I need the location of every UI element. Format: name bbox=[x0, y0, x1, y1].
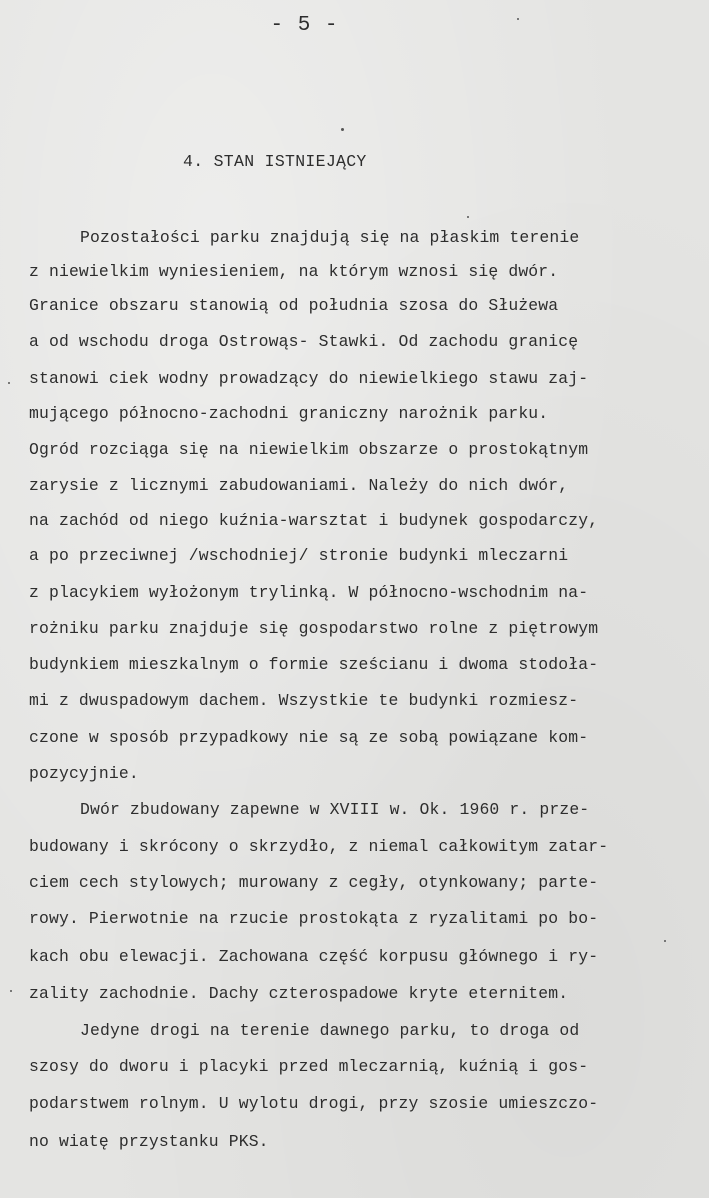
text-line: Ogród rozciąga się na niewielkim obszarze o prostokątnym bbox=[29, 440, 589, 459]
page-number: - 5 - bbox=[270, 14, 339, 37]
text-line: budowany i skrócony o skrzydło, z niemal całkowitym zatar- bbox=[29, 837, 609, 856]
section-heading: 4. STAN ISTNIEJĄCY bbox=[183, 152, 367, 171]
text-line: na zachód od niego kuźnia-warsztat i budynek gospodarczy, bbox=[29, 511, 599, 530]
text-line: rowy. Pierwotnie na rzucie prostokąta z ryzalitami po bo- bbox=[29, 909, 599, 928]
paper-speck bbox=[467, 216, 469, 218]
text-line: z niewielkim wyniesieniem, na którym wznosi się dwór. bbox=[29, 262, 559, 281]
paper-speck bbox=[517, 18, 519, 20]
text-line: mi z dwuspadowym dachem. Wszystkie te budynki rozmiesz- bbox=[29, 691, 579, 710]
text-line: kach obu elewacji. Zachowana część korpusu głównego i ry- bbox=[29, 947, 599, 966]
text-line: no wiatę przystanku PKS. bbox=[29, 1132, 269, 1151]
paper-speck bbox=[8, 382, 10, 384]
paper-speck bbox=[10, 990, 12, 992]
text-line: podarstwem rolnym. U wylotu drogi, przy szosie umieszczo- bbox=[29, 1094, 599, 1113]
paper-speck bbox=[664, 940, 666, 942]
text-line: z placykiem wyłożonym trylinką. W północno-wschodnim na- bbox=[29, 583, 589, 602]
text-line: Jedyne drogi na terenie dawnego parku, to droga od bbox=[80, 1021, 580, 1040]
text-line: ciem cech stylowych; murowany z cegły, otynkowany; parte- bbox=[29, 873, 599, 892]
text-line: Pozostałości parku znajdują się na płaskim terenie bbox=[80, 228, 580, 247]
text-line: pozycyjnie. bbox=[29, 764, 139, 783]
text-line: zarysie z licznymi zabudowaniami. Należy do nich dwór, bbox=[29, 476, 569, 495]
text-line: szosy do dworu i placyki przed mleczarnią, kuźnią i gos- bbox=[29, 1057, 589, 1076]
text-line: Granice obszaru stanowią od południa szosa do Służewa bbox=[29, 296, 559, 315]
text-line: Dwór zbudowany zapewne w XVIII w. Ok. 1960 r. prze- bbox=[80, 800, 590, 819]
text-line: mującego północno-zachodni graniczny narożnik parku. bbox=[29, 404, 549, 423]
text-line: zality zachodnie. Dachy czterospadowe kryte eternitem. bbox=[29, 984, 569, 1003]
text-line: stanowi ciek wodny prowadzący do niewielkiego stawu zaj- bbox=[29, 369, 589, 388]
text-line: budynkiem mieszkalnym o formie sześcianu i dwoma stodoła- bbox=[29, 655, 599, 674]
paper-speck bbox=[341, 128, 344, 131]
text-line: a od wschodu droga Ostrowąs- Stawki. Od zachodu granicę bbox=[29, 332, 579, 351]
text-line: rożniku parku znajduje się gospodarstwo rolne z piętrowym bbox=[29, 619, 599, 638]
text-line: a po przeciwnej /wschodniej/ stronie budynki mleczarni bbox=[29, 546, 569, 565]
text-line: czone w sposób przypadkowy nie są ze sobą powiązane kom- bbox=[29, 728, 589, 747]
